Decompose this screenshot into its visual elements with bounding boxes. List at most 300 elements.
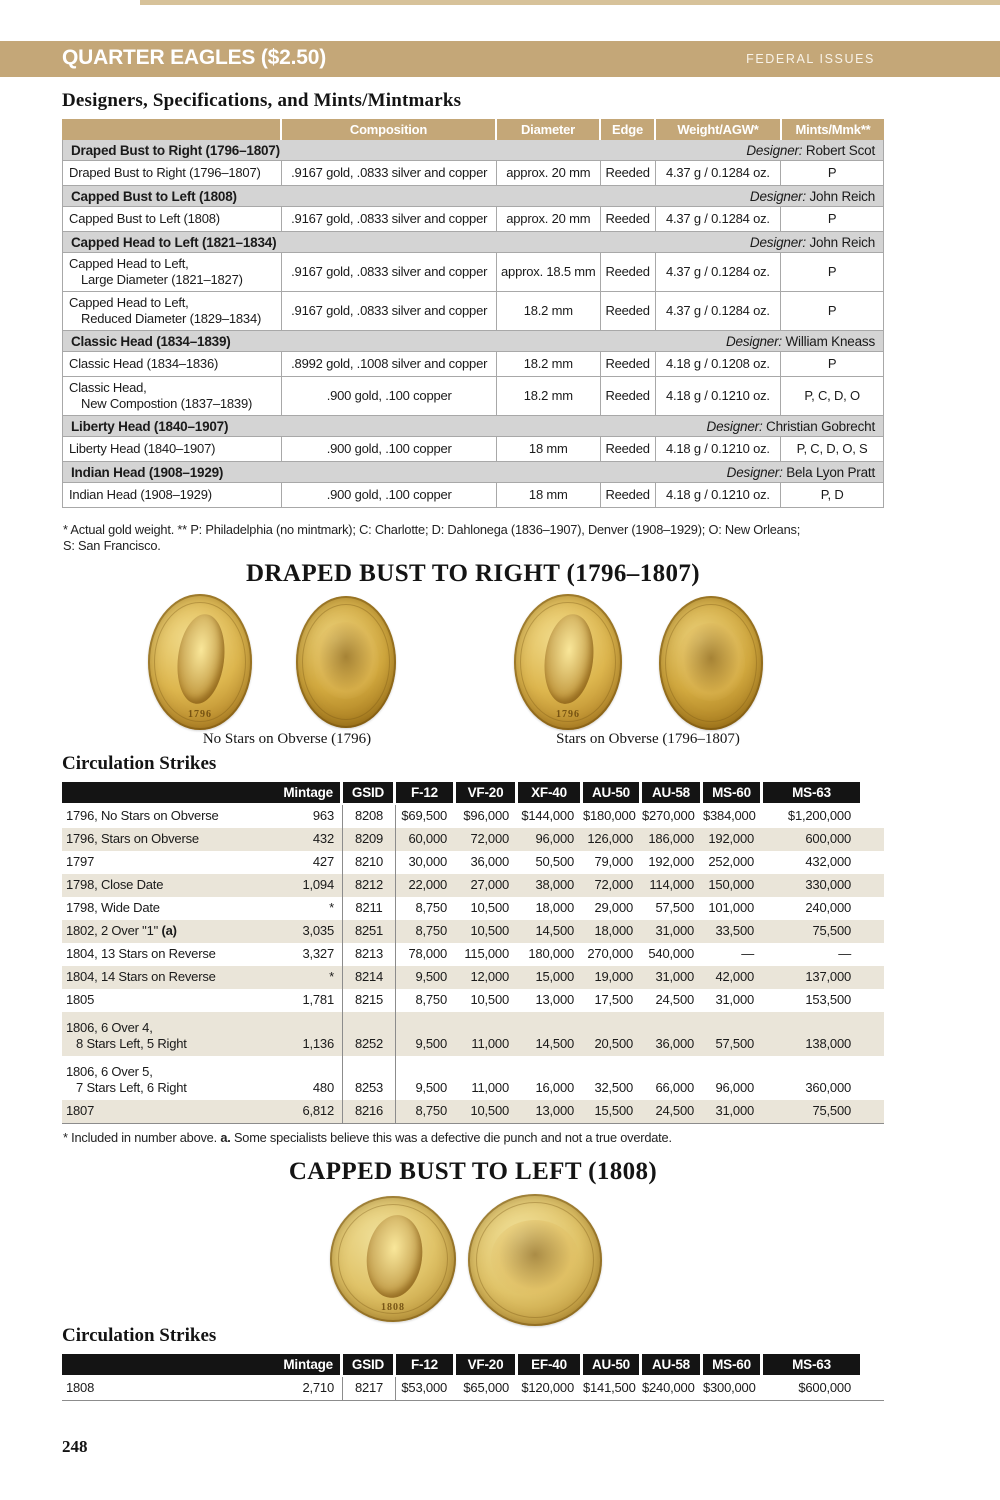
price-row <box>62 989 884 1012</box>
price-header-cell: Mintage <box>62 782 343 803</box>
issue-mintage-cell <box>62 943 343 966</box>
issue-name: 1798, Wide Date <box>66 900 160 915</box>
price-value: 16,000 <box>535 1080 574 1095</box>
spec-table-header <box>62 119 884 140</box>
price-value: 15,500 <box>594 1103 633 1118</box>
spec-type-cell: Classic Head (1834–1836) <box>63 352 282 376</box>
price-value: $144,000 <box>521 808 574 823</box>
mintage-value: 3,327 <box>302 946 334 961</box>
price-value: 180,000 <box>528 946 574 961</box>
spec-data-row <box>63 437 883 462</box>
price-value: 10,500 <box>470 992 509 1007</box>
price-value: 96,000 <box>715 1080 754 1095</box>
mintage-value: 3,035 <box>302 923 334 938</box>
spec-header-cell <box>62 119 282 140</box>
spec-header-cell: Mints/Mmk** <box>782 119 884 140</box>
price-value: 30,000 <box>408 854 447 869</box>
price-value: 18,000 <box>594 923 633 938</box>
spec-value-cell: Reeded <box>601 377 656 415</box>
spec-type-cell: Capped Head to Left, Large Diameter (1821–1827) <box>63 253 282 291</box>
price-value: 42,000 <box>715 969 754 984</box>
price-value: 31,000 <box>715 992 754 1007</box>
spec-section-row <box>63 140 883 161</box>
price-value: $180,000 <box>583 808 636 823</box>
issue-name: 1806, 6 Over 5, 7 Stars Left, 6 Right <box>66 1064 187 1095</box>
price-value: 9,500 <box>415 1036 447 1051</box>
gsid-value: 8252 <box>343 1012 396 1056</box>
price-value: 66,000 <box>655 1080 694 1095</box>
spec-header-cell: Edge <box>601 119 656 140</box>
price-footnote-pre: * Included in number above. <box>63 1130 221 1145</box>
price-value: — <box>741 946 754 961</box>
price-header-cell: MS-63 <box>763 1354 860 1375</box>
designer-name: Christian Gobrecht <box>762 418 875 434</box>
designer-label: Designer: <box>726 464 783 480</box>
price-value: 114,000 <box>649 877 694 892</box>
mintage-value: 963 <box>312 808 334 823</box>
designer-name: John Reich <box>805 234 875 250</box>
issue-mintage-cell <box>62 966 343 989</box>
price-value: 18,000 <box>535 900 574 915</box>
spec-section-title: Indian Head (1908–1929) <box>71 464 224 480</box>
issue-name: 1807 <box>66 1103 95 1118</box>
caption-stars: Stars on Obverse (1796–1807) <box>556 731 740 747</box>
spec-value-cell: approx. 20 mm <box>497 207 601 231</box>
spec-type-cell: Indian Head (1908–1929) <box>63 483 282 507</box>
spec-value-cell: Reeded <box>601 253 656 291</box>
price-value: 8,750 <box>415 923 447 938</box>
price-header-cell: MS-63 <box>763 782 860 803</box>
issue-name: 1797 <box>66 854 95 869</box>
price-value: 60,000 <box>408 831 447 846</box>
price-row <box>62 874 884 897</box>
spec-section-title: Draped Bust to Right (1796–1807) <box>71 142 280 158</box>
mintage-value: 427 <box>312 854 334 869</box>
spec-value-cell: P <box>827 211 837 226</box>
price-value: 186,000 <box>648 831 694 846</box>
spec-section-designer <box>746 143 875 158</box>
spec-data-row <box>63 161 883 186</box>
price-value: 72,000 <box>470 831 509 846</box>
issue-name: 1806, 6 Over 4, 8 Stars Left, 5 Right <box>66 1020 187 1051</box>
price-header-cell: AU-58 <box>642 782 703 803</box>
capped-coins-band <box>62 1192 884 1330</box>
gsid-value: 8251 <box>343 920 396 943</box>
spec-section-title: Capped Bust to Left (1808) <box>71 188 237 204</box>
issue-name-note: (a) <box>161 923 177 938</box>
price-value: 78,000 <box>408 946 447 961</box>
spec-section-title: Liberty Head (1840–1907) <box>71 418 229 434</box>
price-value: 240,000 <box>805 900 851 915</box>
price-value: 29,000 <box>594 900 633 915</box>
price-value: 126,000 <box>587 831 633 846</box>
price-table-draped <box>62 782 884 1124</box>
spec-header-cell: Diameter <box>497 119 601 140</box>
price-value: 36,000 <box>470 854 509 869</box>
issue-mintage-cell <box>62 1012 343 1056</box>
price-header-cell: EF-40 <box>518 1354 583 1375</box>
price-value: 57,500 <box>715 1036 754 1051</box>
spec-value-cell: 18.2 mm <box>497 352 601 376</box>
spec-section-designer <box>707 419 875 434</box>
issue-name: 1798, Close Date <box>66 877 164 892</box>
spec-value-cell: Reeded <box>601 483 656 507</box>
issue-name: 1796, No Stars on Obverse <box>66 808 219 823</box>
price-value: 15,000 <box>535 969 574 984</box>
spec-value-cell: 18 mm <box>497 437 601 461</box>
spec-header-cell: Composition <box>282 119 497 140</box>
price-value: 12,000 <box>470 969 509 984</box>
spec-value-cell: Reeded <box>601 437 656 461</box>
designer-label: Designer: <box>725 333 782 349</box>
coin-eagle-detail <box>491 1220 579 1297</box>
gsid-value: 8209 <box>343 828 396 851</box>
price-value: 79,000 <box>594 854 633 869</box>
gsid-value: 8212 <box>343 874 396 897</box>
spec-value-cell: P, D <box>820 487 844 502</box>
price-table-2-header <box>62 1354 884 1375</box>
price-value: 72,000 <box>594 877 633 892</box>
coin-date-label: 1808 <box>381 1302 405 1314</box>
spec-data-row <box>63 292 883 331</box>
price-value: 32,500 <box>594 1080 633 1095</box>
mintage-value: 6,812 <box>302 1103 334 1118</box>
price-value: $1,200,000 <box>787 808 851 823</box>
coin-date-label: 1796 <box>188 709 212 721</box>
gsid-value: 8215 <box>343 989 396 1012</box>
price-value: 13,000 <box>535 1103 574 1118</box>
price-header-cell: XF-40 <box>518 782 583 803</box>
spec-value-cell: Reeded <box>601 352 656 376</box>
page-header-bar <box>0 41 1000 77</box>
spec-value-cell: P, C, D, O, S <box>796 441 868 456</box>
price-value: 8,750 <box>415 992 447 1007</box>
price-header-cell: AU-50 <box>583 782 642 803</box>
price-value: $384,000 <box>703 808 756 823</box>
coin-draped-reverse-no-stars <box>296 596 396 728</box>
price-value: 9,500 <box>415 969 447 984</box>
mintage-value: 2,710 <box>302 1380 334 1395</box>
page-number: 248 <box>62 1437 88 1456</box>
price-value: 50,500 <box>535 854 574 869</box>
designer-label: Designer: <box>746 142 803 158</box>
capped-bust-heading: CAPPED BUST TO LEFT (1808) <box>288 1158 658 1185</box>
spec-table-body <box>62 140 884 508</box>
spec-value-cell: P <box>827 303 837 318</box>
designer-name: Robert Scot <box>802 142 875 158</box>
spec-type-cell: Draped Bust to Right (1796–1807) <box>63 161 282 185</box>
price-value: 9,500 <box>415 1080 447 1095</box>
price-value: 27,000 <box>470 877 509 892</box>
price-value: 11,000 <box>471 1036 509 1051</box>
price-value: 153,500 <box>805 992 851 1007</box>
price-value: 31,000 <box>655 923 694 938</box>
issue-name: 1808 <box>66 1380 95 1395</box>
price-value: 13,000 <box>535 992 574 1007</box>
price-value: $53,000 <box>401 1380 447 1395</box>
price-value: 57,500 <box>655 900 694 915</box>
spec-section-designer <box>750 189 875 204</box>
spec-section-designer <box>727 465 875 480</box>
spec-footnote-line-1: * Actual gold weight. ** P: Philadelphia (no mintmark); C: Charlotte; D: Dahlonega (1836–1907), Denver (1908–1929); O: New Orleans; <box>63 522 801 537</box>
price-value: 14,500 <box>535 1036 574 1051</box>
coin-draped-reverse-stars <box>659 596 763 730</box>
spec-value-cell: 4.37 g / 0.1284 oz. <box>656 292 782 330</box>
gsid-value: 8253 <box>343 1056 396 1100</box>
spec-value-cell: 18.2 mm <box>497 377 601 415</box>
spec-value-cell: 4.37 g / 0.1284 oz. <box>656 161 782 185</box>
spec-section-row <box>63 462 883 483</box>
gsid-value: 8216 <box>343 1100 396 1123</box>
coin-capped-reverse <box>468 1194 602 1326</box>
price-value: 17,500 <box>594 992 633 1007</box>
mintage-value: 1,094 <box>302 877 334 892</box>
spec-value-cell: .900 gold, .100 copper <box>282 483 496 507</box>
spec-section-row <box>63 232 883 253</box>
price-value: $300,000 <box>703 1380 756 1395</box>
issue-name: 1805 <box>66 992 95 1007</box>
price-value: 75,500 <box>812 923 851 938</box>
price-header-cell: F-12 <box>396 782 456 803</box>
price-value: 8,750 <box>415 1103 447 1118</box>
spec-section-row <box>63 186 883 207</box>
price-row <box>62 897 884 920</box>
price-value: 36,000 <box>655 1036 694 1051</box>
spec-value-cell: 18 mm <box>497 483 601 507</box>
issue-mintage-cell <box>62 989 343 1012</box>
spec-value-cell: Reeded <box>601 161 656 185</box>
coin-eagle-detail <box>313 622 379 699</box>
price-value: $270,000 <box>642 808 695 823</box>
gsid-value: 8214 <box>343 966 396 989</box>
gsid-value: 8208 <box>343 805 396 828</box>
spec-value-cell: .8992 gold, .1008 silver and copper <box>282 352 496 376</box>
price-header-cell: VF-20 <box>456 782 518 803</box>
price-value: 137,000 <box>805 969 851 984</box>
price-value: $141,500 <box>583 1380 636 1395</box>
price-value: — <box>838 946 851 961</box>
price-value: 38,000 <box>535 877 574 892</box>
price-row <box>62 851 884 874</box>
price-header-cell: AU-50 <box>583 1354 642 1375</box>
issue-mintage-cell <box>62 805 343 828</box>
price-value: $69,500 <box>401 808 447 823</box>
spec-table <box>62 119 884 508</box>
coin-draped-obverse-stars <box>514 594 622 730</box>
issue-mintage-cell <box>62 1056 343 1100</box>
spec-section-row <box>63 331 883 352</box>
price-header-cell: Mintage <box>62 1354 343 1375</box>
coin-capped-obverse <box>330 1196 456 1322</box>
price-value: 14,500 <box>535 923 574 938</box>
price-value: 10,500 <box>470 1103 509 1118</box>
spec-section-row <box>63 416 883 437</box>
issue-name: 1796, Stars on Obverse <box>66 831 199 846</box>
spec-footnote-line-2: S: San Francisco. <box>63 538 161 553</box>
price-value: 10,500 <box>470 923 509 938</box>
spec-type-cell: Capped Head to Left, Reduced Diameter (1829–1834) <box>63 292 282 330</box>
mintage-value: 480 <box>312 1080 334 1095</box>
price-header-cell: MS-60 <box>703 1354 763 1375</box>
issue-mintage-cell <box>62 1377 343 1400</box>
designer-name: Bela Lyon Pratt <box>782 464 875 480</box>
price-row <box>62 828 884 851</box>
price-value: 75,500 <box>812 1103 851 1118</box>
spec-type-cell: Classic Head, New Compostion (1837–1839) <box>63 377 282 415</box>
price-value: 252,000 <box>708 854 754 869</box>
issue-mintage-cell <box>62 828 343 851</box>
price-row <box>62 1056 884 1100</box>
spec-data-row <box>63 352 883 377</box>
price-value: 192,000 <box>708 831 754 846</box>
coin-eagle-detail <box>677 623 746 701</box>
spec-section-designer <box>750 235 875 250</box>
price-row <box>62 1377 884 1400</box>
mintage-value: * <box>329 969 334 984</box>
spec-data-row <box>63 207 883 232</box>
price-row <box>62 805 884 828</box>
issue-mintage-cell <box>62 897 343 920</box>
spec-heading: Designers, Specifications, and Mints/Mintmarks <box>62 90 462 111</box>
caption-no-stars: No Stars on Obverse (1796) <box>202 731 372 747</box>
price-value: 33,500 <box>715 923 754 938</box>
spec-value-cell: approx. 18.5 mm <box>497 253 601 291</box>
price-value: 540,000 <box>648 946 694 961</box>
price-value: $65,000 <box>463 1380 509 1395</box>
price-value: 270,000 <box>587 946 633 961</box>
price-row <box>62 1100 884 1123</box>
mintage-value: 1,136 <box>302 1036 334 1051</box>
spec-value-cell: .9167 gold, .0833 silver and copper <box>282 207 496 231</box>
draped-coins-band <box>62 592 884 752</box>
spec-value-cell: P, C, D, O <box>804 388 860 403</box>
spec-footnote <box>63 522 913 554</box>
price-row <box>62 966 884 989</box>
page-header-title: QUARTER EAGLES ($2.50) <box>62 46 326 69</box>
spec-value-cell: .9167 gold, .0833 silver and copper <box>282 292 496 330</box>
price-value: 31,000 <box>655 969 694 984</box>
price-value: 150,000 <box>708 877 754 892</box>
price-value: 101,000 <box>708 900 754 915</box>
spec-type-cell: Liberty Head (1840–1907) <box>63 437 282 461</box>
mintage-value: * <box>329 900 334 915</box>
gsid-value: 8213 <box>343 943 396 966</box>
price-value: 600,000 <box>805 831 851 846</box>
price-table-capped <box>62 1354 884 1401</box>
spec-data-row <box>63 483 883 507</box>
price-header-cell: GSID <box>343 782 396 803</box>
issue-name: 1804, 14 Stars on Reverse <box>66 969 216 984</box>
issue-mintage-cell <box>62 851 343 874</box>
spec-value-cell: .9167 gold, .0833 silver and copper <box>282 253 496 291</box>
page-header-section-label: FEDERAL ISSUES <box>746 52 875 66</box>
price-value: 8,750 <box>415 900 447 915</box>
price-value: 20,500 <box>594 1036 633 1051</box>
price-value: 432,000 <box>805 854 851 869</box>
coin-draped-obverse-no-stars <box>148 594 252 730</box>
price-value: 19,000 <box>594 969 633 984</box>
price-header-cell: MS-60 <box>703 782 763 803</box>
spec-value-cell: .900 gold, .100 copper <box>282 437 496 461</box>
designer-label: Designer: <box>706 418 763 434</box>
spec-data-row <box>63 253 883 292</box>
spec-value-cell: .9167 gold, .0833 silver and copper <box>282 161 496 185</box>
gsid-value: 8210 <box>343 851 396 874</box>
price-table-1-body <box>62 805 884 1124</box>
price-value: $240,000 <box>642 1380 695 1395</box>
price-value: 10,500 <box>470 900 509 915</box>
issue-mintage-cell <box>62 874 343 897</box>
price-value: 138,000 <box>805 1036 851 1051</box>
spec-data-row <box>63 377 883 416</box>
spec-header-cell: Weight/AGW* <box>656 119 782 140</box>
price-footnote-marker: a. <box>220 1130 231 1145</box>
gsid-value: 8217 <box>343 1377 396 1400</box>
issue-name: 1804, 13 Stars on Reverse <box>66 946 216 961</box>
circulation-strikes-heading-2: Circulation Strikes <box>62 1325 217 1346</box>
spec-value-cell: P <box>827 356 837 371</box>
price-row <box>62 920 884 943</box>
spec-section-designer <box>726 334 875 349</box>
spec-value-cell: 4.18 g / 0.1208 oz. <box>656 352 782 376</box>
price-header-cell: VF-20 <box>456 1354 518 1375</box>
price-footnote <box>63 1130 913 1146</box>
mintage-value: 432 <box>312 831 334 846</box>
spec-value-cell: approx. 20 mm <box>497 161 601 185</box>
spec-value-cell: 4.37 g / 0.1284 oz. <box>656 207 782 231</box>
scan-edge-strip <box>140 0 1000 5</box>
designer-label: Designer: <box>749 234 806 250</box>
price-value: 24,500 <box>655 1103 694 1118</box>
spec-value-cell: 4.18 g / 0.1210 oz. <box>656 377 782 415</box>
designer-name: John Reich <box>805 188 875 204</box>
price-header-cell: AU-58 <box>642 1354 703 1375</box>
price-value: 96,000 <box>535 831 574 846</box>
spec-value-cell: 4.37 g / 0.1284 oz. <box>656 253 782 291</box>
price-value: $96,000 <box>463 808 509 823</box>
price-header-cell: F-12 <box>396 1354 456 1375</box>
gsid-value: 8211 <box>343 897 396 920</box>
spec-section-title: Classic Head (1834–1839) <box>71 333 231 349</box>
price-value: 330,000 <box>805 877 851 892</box>
price-value: 360,000 <box>805 1080 851 1095</box>
price-value: $600,000 <box>798 1380 851 1395</box>
issue-mintage-cell <box>62 920 343 943</box>
price-value: 24,500 <box>655 992 694 1007</box>
price-value: 22,000 <box>408 877 447 892</box>
price-footnote-rest: Some specialists believe this was a defective die punch and not a true overdate. <box>230 1130 672 1145</box>
coin-date-label: 1796 <box>556 709 580 721</box>
issue-mintage-cell <box>62 1100 343 1123</box>
spec-value-cell: Reeded <box>601 207 656 231</box>
price-value: 31,000 <box>715 1103 754 1118</box>
price-value: 11,000 <box>471 1080 509 1095</box>
price-table-2-body <box>62 1377 884 1401</box>
spec-value-cell: 4.18 g / 0.1210 oz. <box>656 483 782 507</box>
spec-value-cell: 18.2 mm <box>497 292 601 330</box>
price-value: $120,000 <box>521 1380 574 1395</box>
price-header-cell: GSID <box>343 1354 396 1375</box>
spec-value-cell: .900 gold, .100 copper <box>282 377 496 415</box>
circulation-strikes-heading-1: Circulation Strikes <box>62 753 217 774</box>
designer-name: William Kneass <box>781 333 875 349</box>
price-table-1-header <box>62 782 884 803</box>
spec-type-cell: Capped Bust to Left (1808) <box>63 207 282 231</box>
spec-section-title: Capped Head to Left (1821–1834) <box>71 234 277 250</box>
price-row <box>62 943 884 966</box>
price-value: 192,000 <box>648 854 694 869</box>
spec-value-cell: P <box>827 264 837 279</box>
